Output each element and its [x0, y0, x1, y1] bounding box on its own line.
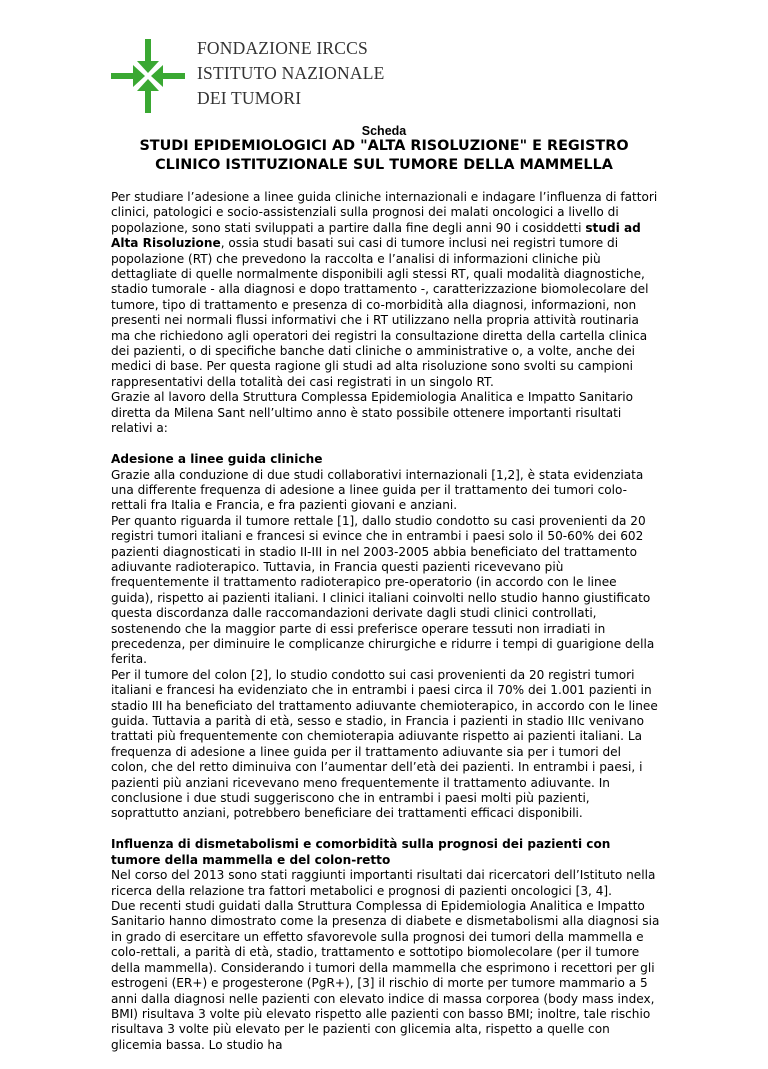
organization-name — [197, 36, 384, 111]
intro-text-b: , ossia studi basati sui casi di tumore inclusi nei registri tumore di popolazione (RT) che prevedono la raccolta e l’analisi di informazioni cliniche più dettagliate di quelle normalmente disponibili agli stessi RT, quali modalità diagnostiche, stadio tumorale - alla diagnosi e dopo trattamento -, caratterizzazione biomolecolare del tumore, tipo di trattamento e presenza di co-morbidità alla diagnosi, informazioni, non presenti nei normali flussi informativi che i RT utilizzano nella propria attività routinaria ma che richiedono agli operatori dei registri la consultazione diretta della cartella clinica dei pazienti, o di specifiche banche dati cliniche o amministrative o, a volte, anche dei medici di base. Per questa ragione gli studi ad alta risoluzione sono svolti su campioni rappresentativi della totalità dei casi registrati in un singolo RT. — [111, 236, 649, 389]
section-metabolism — [111, 837, 661, 1053]
document-kicker: Scheda — [361, 124, 407, 138]
title-line-2: CLINICO ISTITUZIONALE SUL TUMORE DELLA MAMMELLA — [155, 157, 613, 173]
org-line-3: DEI TUMORI — [197, 88, 302, 108]
section-heading-metabolism: Influenza di dismetabolismi e comorbidità sulla prognosi dei pazienti con tumore della mammella e del colon-retto — [111, 837, 611, 867]
title-line-1: STUDI EPIDEMIOLOGICI AD "ALTA RISOLUZIONE" E REGISTRO — [139, 138, 629, 154]
section-guidelines — [111, 452, 661, 822]
document-body — [111, 190, 661, 1069]
document-title — [80, 137, 688, 175]
org-line-1: FONDAZIONE IRCCS — [197, 38, 368, 58]
intro-text-c: Grazie al lavoro della Struttura Complessa Epidemiologia Analitica e Impatto Sanitario diretta da Milena Sant nell’ultimo anno è stato possibile ottenere importanti risultati relativi a: — [111, 390, 634, 436]
intro-paragraph — [111, 190, 661, 437]
section-heading-guidelines: Adesione a linee guida cliniche — [111, 452, 323, 467]
guidelines-p2: Per quanto riguarda il tumore rettale [1], dallo studio condotto su casi provenienti da 20 registri tumori italiani e francesi si evince che in entrambi i paesi solo il 50-60% dei 602 pazienti diagnosticati in stadio II-III in nel 2003-2005 abbia beneficiato del trattamento adiuvante radioterapico. Tuttavia, in Francia questi pazienti ricevevano più frequentemente il trattamento radioterapico pre-operatorio (in accordo con le linee guida), rispetto ai pazienti italiani. I clinici italiani coinvolti nello studio hanno giustificato questa discordanza dalle raccomandazioni derivate dagli studi clinici controllati, sostenendo che la maggior parte di essi preferisce operare tessuti non irradiati in precedenza, per diminuire le complicanze chirurgiche e ridurre i tempi di guarigione della ferita. — [111, 513, 655, 667]
intro-text-a: Per studiare l’adesione a linee guida cliniche internazionali e indagare l’influenza di fattori clinici, patologici e socio-assistenziali sulla prognosi dei malati oncologici a livello di popolazione, sono stati sviluppati a partire dalla fine degli anni 90 i cosiddetti — [111, 190, 658, 235]
institute-logo — [108, 36, 188, 116]
guidelines-p3: Per il tumore del colon [2], lo studio condotto sui casi provenienti da 20 registri tumori italiani e francesi ha evidenziato che in entrambi i paesi circa il 70% dei 1.001 pazienti in stadio III ha beneficiato del trattamento adiuvante chemioterapico, in accordo con le linee guida. Tuttavia a parità di età, sesso e stadio, in Francia i pazienti in stadio IIIc venivano trattati più frequentemente con chemioterapia adiuvante rispetto ai pazienti italiani. La frequenza di adesione a linee guida per il trattamento adiuvante sia per i tumori del colon, che del retto diminuiva con l’aumentar dell’età dei pazienti. In entrambi i paesi, i pazienti più anziani ricevevano meno frequentemente il trattamento adiuvante. In conclusione i due studi suggeriscono che in entrambi i paesi molti più pazienti, soprattutto anziani, potrebbero beneficiare dei trattamenti efficaci disponibili. — [111, 667, 658, 821]
metabolism-p1: Nel corso del 2013 sono stati raggiunti importanti risultati dai ricercatori dell’Istituto nella ricerca della relazione tra fattori metabolici e prognosi di pazienti oncologici [3, 4]. — [111, 868, 656, 898]
intro-emphasis: studi ad Alta Risoluzione — [111, 220, 641, 251]
org-line-2: ISTITUTO NAZIONALE — [197, 63, 385, 83]
guidelines-p1: Grazie alla conduzione di due studi collaborativi internazionali [1,2], è stata evidenziata una differente frequenza di adesione a linee guida per il trattamento dei tumori colo-rettali fra Italia e Francia, e fra pazienti giovani e anziani. — [111, 467, 644, 513]
metabolism-p2: Due recenti studi guidati dalla Struttura Complessa di Epidemiologia Analitica e Impatto Sanitario hanno dimostrato come la presenza di diabete e dismetabolismi alla diagnosi sia in grado di esercitare un effetto sfavorevole sulla prognosi dei tumori della mammella e colo-rettali, a parità di età, stadio, trattamento e sottotipo biomolecolare (per il tumore della mammella). Considerando i tumori della mammella che esprimono i recettori per gli estrogeni (ER+) e progesterone (PgR+), [3] il rischio di morte per tumore mammario a 5 anni dalla diagnosi nelle pazienti con elevato indice di massa corporea (body mass index, BMI) risultava 3 volte più elevato rispetto alle pazienti con basso BMI; inoltre, tale rischio risultava 3 volte più elevato per le pazienti con glicemia alta, rispetto a quelle con glicemia bassa. Lo studio ha — [111, 899, 660, 1052]
